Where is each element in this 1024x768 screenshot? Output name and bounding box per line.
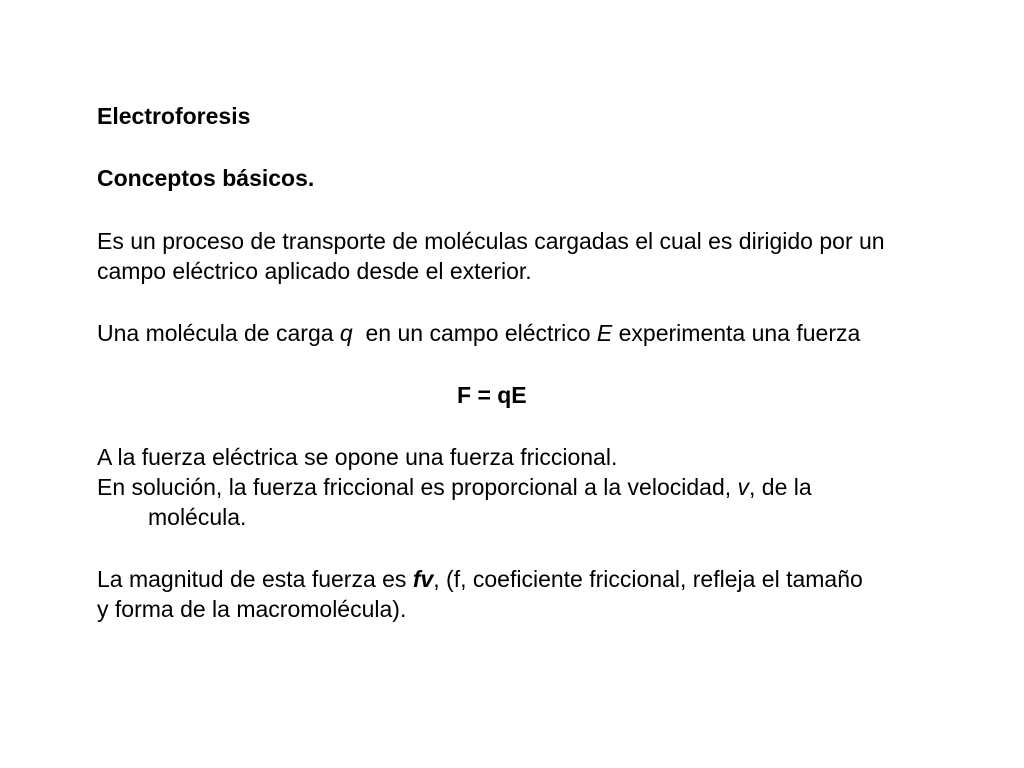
force-statement xyxy=(97,318,860,348)
slide-subtitle: Conceptos básicos. xyxy=(97,165,315,191)
friction-line-2-prefix: En solución, la fuerza friccional es proporcional a la velocidad, xyxy=(97,474,738,500)
force-statement-middle: en un campo eléctrico xyxy=(352,320,597,346)
friction-line-3: molécula. xyxy=(148,504,247,530)
fv-symbol: fv xyxy=(412,566,434,592)
slide-title: Electroforesis xyxy=(97,103,251,129)
magnitude-line-2: y forma de la macromolécula). xyxy=(97,596,407,622)
friction-line-1: A la fuerza eléctrica se opone una fuerza friccional. xyxy=(97,444,618,470)
formula: F = qE xyxy=(457,382,527,408)
velocity-symbol: v xyxy=(737,474,750,500)
force-statement-suffix: experimenta una fuerza xyxy=(612,320,861,346)
force-statement-prefix: Una molécula de carga xyxy=(97,320,340,346)
charge-symbol: q xyxy=(339,320,353,346)
definition-line-2: campo eléctrico aplicado desde el exterior. xyxy=(97,258,532,284)
friction-line-2 xyxy=(97,472,812,502)
magnitude-line-1 xyxy=(97,564,863,594)
magnitude-suffix: , (f, coeficiente friccional, refleja el tamaño xyxy=(433,566,863,592)
magnitude-prefix: La magnitud de esta fuerza es xyxy=(97,566,413,592)
definition-line-1: Es un proceso de transporte de moléculas cargadas el cual es dirigido por un xyxy=(97,228,885,254)
friction-line-2-suffix: , de la xyxy=(749,474,812,500)
field-symbol: E xyxy=(596,320,613,346)
